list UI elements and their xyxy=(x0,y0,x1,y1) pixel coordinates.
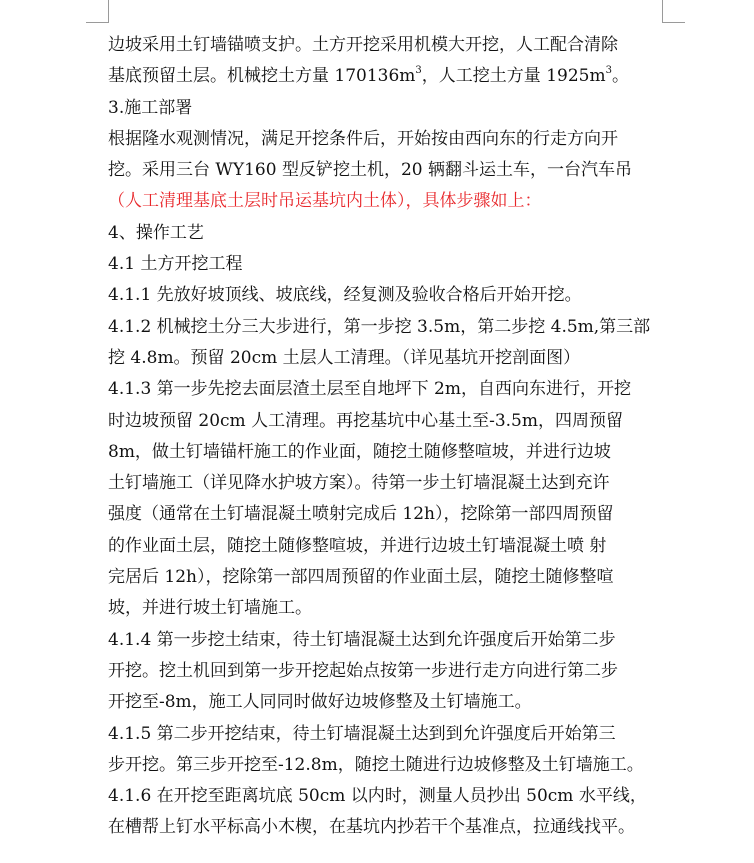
section-heading: 3.施工部署 xyxy=(108,97,193,118)
text-line: 挖 4.8m。预留 20cm 土层人工清理。（详见基坑开挖剖面图） xyxy=(108,347,581,368)
superscript: 3 xyxy=(415,64,422,76)
section-heading: 4、操作工艺 xyxy=(108,222,204,243)
text-span: 基底预留土层。机械挖土方量 170136m xyxy=(108,66,416,87)
text-line: 4.1.5 第二步开挖结束，待土钉墙混凝土达到到允许强度后开始第三 xyxy=(108,723,616,744)
text-line: 时边坡预留 20cm 人工清理。再挖基坑中心基土至-3.5m，四周预留 xyxy=(108,410,623,431)
text-line: 开挖至-8m，施工人同同时做好边坡修整及土钉墙施工。 xyxy=(108,692,532,713)
text-line: 步开挖。第三步开挖至-12.8m，随挖土随进行边坡修整及土钉墙施工。 xyxy=(108,754,644,775)
text-line: 坡，并进行坡土钉墙施工。 xyxy=(108,598,312,619)
text-line: 的作业面土层，随挖土随修整喧坡，并进行边坡土钉墙混凝土喷 射 xyxy=(108,535,607,556)
text-line: 强度（通常在土钉墙混凝土喷射完成后 12h），挖除第一部四周预留 xyxy=(108,504,614,525)
text-line: 完居后 12h），挖除第一部四周预留的作业面土层，随挖土随修整喧 xyxy=(108,567,614,588)
text-line: 边坡采用土钉墙锚喷支护。土方开挖采用机模大开挖，人工配合清除 xyxy=(108,35,618,55)
page-corner-mark-top-right xyxy=(662,0,685,23)
text-line: 4.1.1 先放好坡顶线、坡底线，经复测及验收合格后开始开挖。 xyxy=(108,285,582,306)
text-line: 4.1.3 第一步先挖去面层渣土层至自地坪下 2m，自西向东进行，开挖 xyxy=(108,379,631,400)
text-span: 。 xyxy=(611,66,629,87)
highlighted-text-line: （人工清理基底土层时吊运基坑内土体），具体步骤如上： xyxy=(108,191,542,212)
text-span: ，人工挖土方量 1925m xyxy=(421,66,606,87)
text-line xyxy=(108,61,668,92)
text-line: 4.1.2 机械挖土分三大步进行，第一步挖 3.5m，第二步挖 4.5m,第三部 xyxy=(108,316,651,337)
text-line: 开挖。挖土机回到第一步开挖起始点按第一步进行走方向进行第二步 xyxy=(108,660,618,681)
text-line: 土钉墙施工（详见降水护坡方案）。待第一步土钉墙混凝土达到充许 xyxy=(108,473,610,494)
text-line: 4.1.6 在开挖至距离坑底 50cm 以内时，测量人员抄出 50cm 水平线， xyxy=(108,786,647,807)
text-line: 8m，做土钉墙锚杆施工的作业面，随挖土随修整喧坡，并进行边坡 xyxy=(108,441,611,462)
text-line: 4.1.4 第一步挖土结束，待土钉墙混凝土达到允许强度后开始第二步 xyxy=(108,629,616,650)
text-line: 根据隆水观测情况，满足开挖条件后，开始按由西向东的行走方向开 xyxy=(108,128,618,149)
page-corner-mark-top-left xyxy=(86,0,109,23)
text-line: 在槽帮上钉水平标高小木楔，在基坑内抄若干个基准点，拉通线找平。 xyxy=(108,817,635,838)
superscript: 3 xyxy=(605,64,612,76)
subsection-heading: 4.1 土方开挖工程 xyxy=(108,254,243,275)
text-line: 挖。采用三台 WY160 型反铲挖土机，20 辆翻斗运土车，一台汽车吊 xyxy=(108,160,632,181)
document-body xyxy=(108,30,668,844)
